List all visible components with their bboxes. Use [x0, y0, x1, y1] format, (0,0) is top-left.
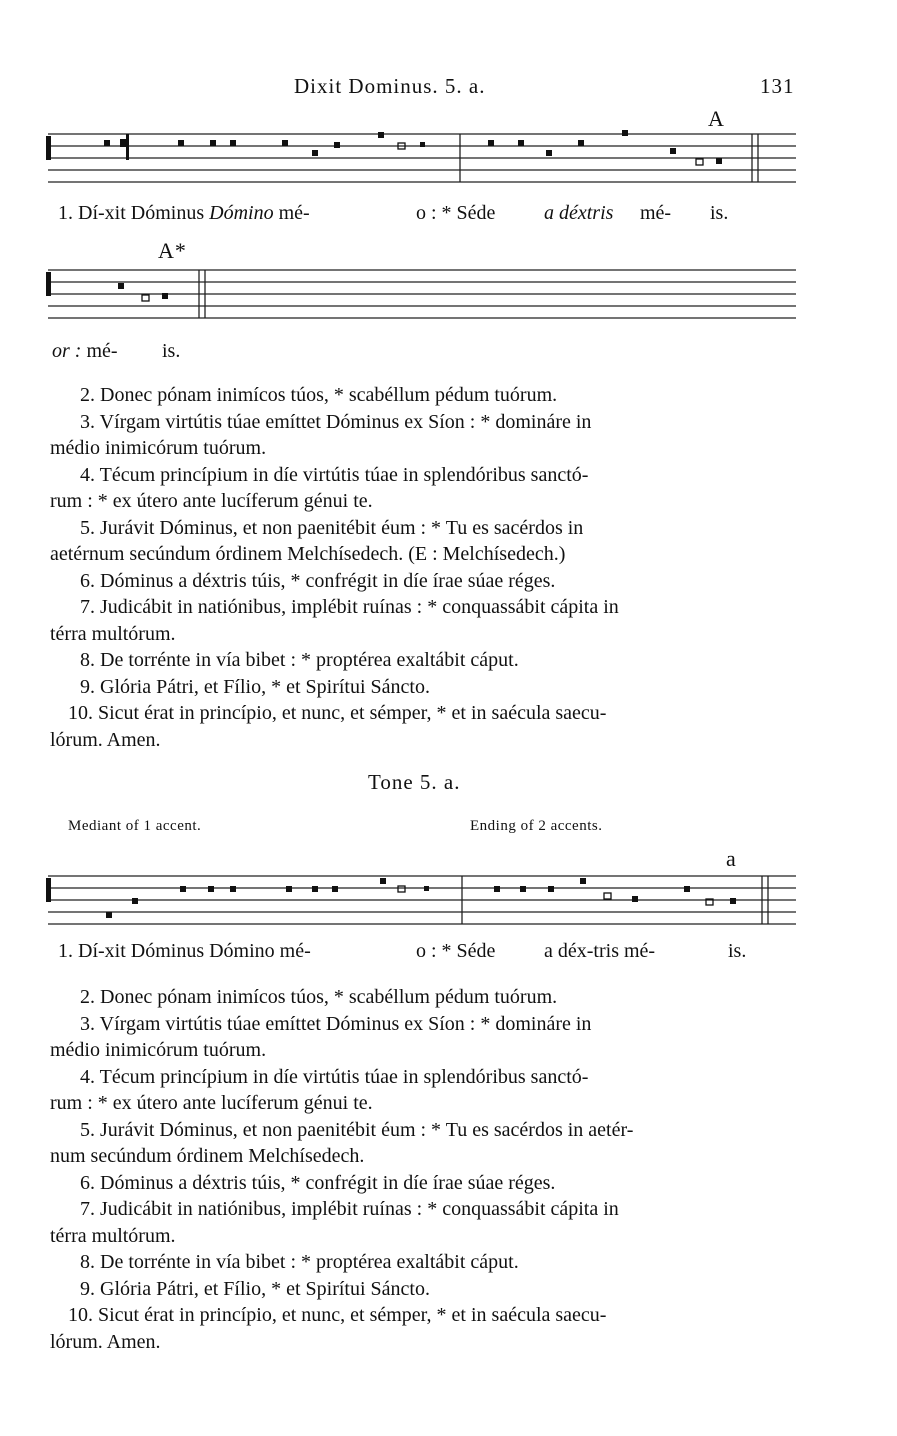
verse-number: 8.	[80, 1251, 100, 1273]
verse-text: Glória Pátri, et Fílio, * et Spirítui Sáncto.	[100, 675, 430, 698]
tone-title: Tone 5. a.	[368, 770, 461, 794]
verse-continuation: lórum. Amen.	[50, 728, 161, 751]
verse-number: 3.	[80, 1012, 100, 1035]
ending-label: Ending of 2 accents.	[470, 818, 603, 834]
verse-continuation: médio inimicórum tuórum.	[50, 1039, 267, 1061]
verse-text: Donec pónam inimícos túos, * scabéllum pédum tuórum.	[100, 986, 558, 1008]
verse-text: De torrénte in vía bibet : * proptérea exaltábit cáput.	[100, 649, 519, 671]
verse-text: Judicábit in natiónibus, implébit ruínas : * conquassábit cápita in	[100, 596, 619, 618]
verse-text: Vírgam virtútis túae emíttet Dóminus ex Síon : * domináre in	[99, 1012, 592, 1035]
verse-number: 6.	[80, 1171, 100, 1194]
verse-number: 7.	[80, 596, 100, 618]
underlay-segment: is.	[710, 202, 729, 224]
verse-line	[80, 1249, 519, 1275]
underlay-text: mé-	[86, 340, 118, 362]
running-title: Dixit Dominus. 5. a.	[294, 74, 486, 98]
verse-line	[80, 1276, 430, 1302]
underlay-text: Dí-xit Dóminus	[78, 202, 210, 224]
verse-text: Sicut érat in princípio, et nunc, et sémper, * et in saécula saecu-	[98, 702, 607, 724]
verse-number: 5.	[80, 1118, 100, 1141]
verse-text: Técum princípium in díe virtútis túae in splendóribus sanctó-	[99, 463, 589, 486]
verse-number: 5.	[80, 516, 100, 539]
verse-number: 2.	[80, 986, 100, 1008]
verse-text: Técum princípium in díe virtútis túae in splendóribus sanctó-	[99, 1065, 589, 1088]
verse-line	[68, 1302, 606, 1328]
underlay-italic: Dómino	[209, 202, 274, 224]
underlay-text: Dí-xit Dóminus Dómino mé-	[78, 940, 311, 962]
verse-continuation: térra multórum.	[50, 622, 176, 645]
verse-number: 10.	[68, 1304, 98, 1326]
verse-text: Judicábit in natiónibus, implébit ruínas : * conquassábit cápita in	[100, 1198, 619, 1220]
verse-continuation: rum : * ex útero ante lucíferum génui te.	[50, 490, 373, 512]
verse-continuation: térra multórum.	[50, 1224, 176, 1247]
verse-line	[80, 1170, 555, 1196]
verse-number: 1.	[58, 202, 73, 224]
verse-continuation: médio inimicórum tuórum.	[50, 437, 267, 459]
verse-continuation: num secúndum órdinem Melchísedech.	[50, 1145, 365, 1167]
verse-number: 1.	[58, 940, 73, 962]
verse-text: Vírgam virtútis túae emíttet Dóminus ex Síon : * domináre in	[99, 410, 592, 433]
verse-text: De torrénte in vía bibet : * proptérea exaltábit cáput.	[100, 1251, 519, 1273]
verse-number: 7.	[80, 1198, 100, 1220]
verse-text: Donec pónam inimícos túos, * scabéllum pédum tuórum.	[100, 384, 558, 406]
verse-number: 10.	[68, 702, 98, 724]
underlay-or: or :	[52, 340, 82, 362]
staff-letter-a: A	[708, 106, 725, 131]
verse-continuation: lórum. Amen.	[50, 1330, 161, 1353]
underlay-segment: a déxtris	[544, 202, 614, 224]
underlay-segment: o : * Séde	[416, 202, 496, 224]
verse-text: Glória Pátri, et Fílio, * et Spirítui Sáncto.	[100, 1277, 430, 1300]
verse-text: Jurávit Dóminus, et non paenitébit éum : * Tu es sacérdos in	[100, 516, 584, 539]
verse-number: 4.	[80, 463, 100, 486]
verse-text: Jurávit Dóminus, et non paenitébit éum : * Tu es sacérdos in aetér-	[100, 1118, 634, 1141]
verse-number: 2.	[80, 384, 100, 406]
verse-line	[80, 1196, 619, 1222]
underlay-line-3	[58, 938, 311, 964]
verse-line	[80, 1117, 633, 1143]
verse-continuation: aetérnum secúndum órdinem Melchísedech. (E : Melchísedech.)	[50, 543, 566, 565]
underlay-segment: mé-	[640, 202, 672, 224]
page-number: 131	[760, 74, 795, 98]
staff-letter-small-a: a	[726, 846, 737, 871]
underlay-segment: o : * Séde	[416, 940, 496, 962]
underlay-segment: a déx-tris mé-	[544, 940, 656, 962]
verse-line	[80, 1011, 591, 1037]
verse-line	[80, 1064, 588, 1090]
underlay-segment: is.	[728, 940, 747, 962]
verse-line	[80, 984, 557, 1010]
underlay-segment: is.	[162, 340, 181, 362]
verse-number: 6.	[80, 569, 100, 592]
verse-number: 9.	[80, 1277, 100, 1300]
underlay-text: mé-	[273, 202, 310, 224]
verse-text: Dóminus a déxtris túis, * confrégit in díe írae súae réges.	[100, 569, 556, 592]
verse-text: Sicut érat in princípio, et nunc, et sémper, * et in saécula saecu-	[98, 1304, 607, 1326]
verse-number: 8.	[80, 649, 100, 671]
verse-number: 3.	[80, 410, 100, 433]
verse-continuation: rum : * ex útero ante lucíferum génui te.	[50, 1092, 373, 1114]
verse-number: 4.	[80, 1065, 100, 1088]
mediant-label: Mediant of 1 accent.	[68, 818, 202, 834]
verse-text: Dóminus a déxtris túis, * confrégit in díe írae súae réges.	[100, 1171, 556, 1194]
staff-letter-a-star: A*	[158, 238, 187, 263]
verse-number: 9.	[80, 675, 100, 698]
